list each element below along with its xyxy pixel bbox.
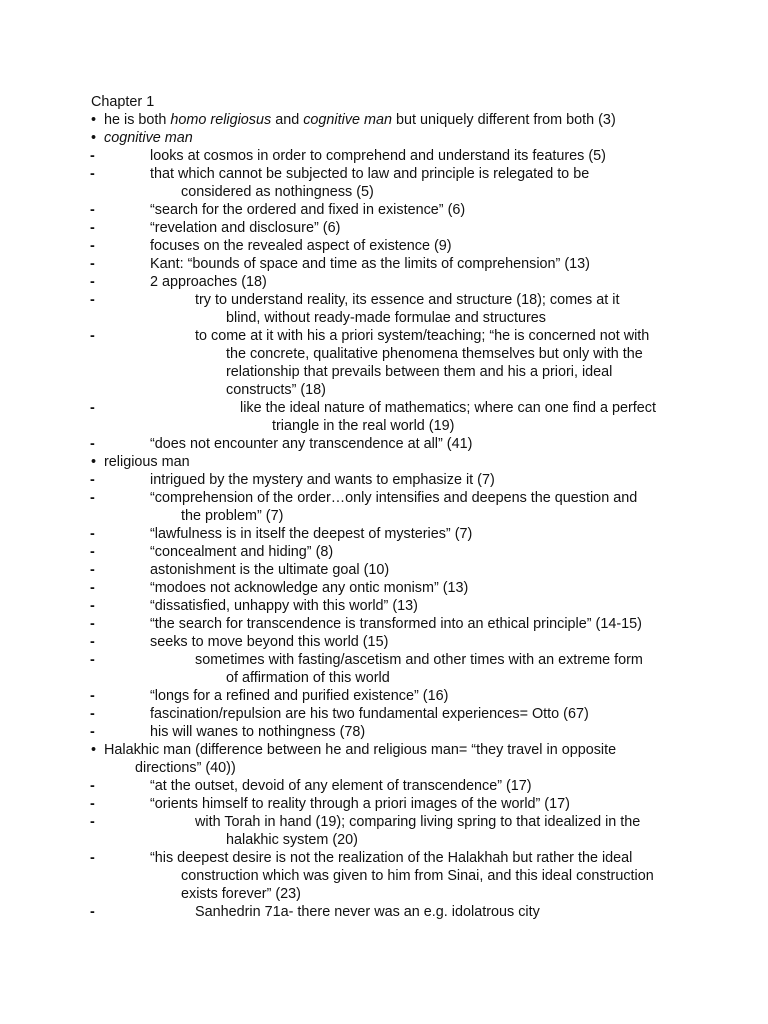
dash-marker: - [90, 148, 95, 164]
note-line [104, 453, 190, 471]
note-line [150, 633, 388, 651]
note-text: “revelation and disclosure” (6) [150, 220, 341, 236]
dash-marker: - [90, 598, 95, 614]
dash-marker: - [90, 796, 95, 812]
dash-marker: - [90, 544, 95, 560]
note-text: Kant: “bounds of space and time as the limits of comprehension” (13) [150, 256, 590, 272]
dash-marker: - [90, 490, 95, 506]
note-line [226, 363, 612, 381]
note-text: to come at it with his a priori system/teaching; “he is concerned not with [195, 328, 650, 344]
note-line [181, 885, 301, 903]
note-line [240, 399, 656, 417]
note-line [150, 219, 340, 237]
dash-marker: - [90, 562, 95, 578]
note-text: considered as nothingness (5) [181, 184, 374, 200]
note-text: “does not encounter any transcendence at all” (41) [150, 436, 473, 452]
note-line [104, 111, 616, 129]
note-line [104, 741, 616, 759]
note-line [150, 471, 495, 489]
dash-marker: - [90, 580, 95, 596]
dash-marker: - [90, 328, 95, 344]
note-text: astonishment is the ultimate goal (10) [150, 562, 390, 578]
note-text: triangle in the real world (19) [272, 418, 455, 434]
note-text: with Torah in hand (19); comparing living spring to that idealized in the [195, 814, 641, 830]
note-line [150, 615, 642, 633]
italic-term: homo religiosus [170, 112, 272, 128]
note-text: try to understand reality, its essence and structure (18); comes at it [195, 292, 620, 308]
bullet-marker: • [91, 112, 97, 128]
note-line [150, 435, 472, 453]
note-line [150, 561, 389, 579]
note-text: “at the outset, devoid of any element of transcendence” (17) [150, 778, 532, 794]
note-text: halakhic system (20) [226, 832, 358, 848]
note-text: like the ideal nature of mathematics; where can one find a perfect [240, 400, 656, 416]
note-text: exists forever” (23) [181, 886, 301, 902]
dash-marker: - [90, 256, 95, 272]
note-line [195, 903, 540, 921]
note-text: looks at cosmos in order to comprehend and understand its features (5) [150, 148, 606, 164]
note-text: “longs for a refined and purified existence” (16) [150, 688, 449, 704]
bullet-marker: • [91, 742, 97, 758]
dash-marker: - [90, 634, 95, 650]
dash-marker: - [90, 220, 95, 236]
note-text: 2 approaches (18) [150, 274, 267, 290]
note-line [195, 327, 649, 345]
note-text: “the search for transcendence is transformed into an ethical principle” (14-15) [150, 616, 642, 632]
note-text: blind, without ready-made formulae and structures [226, 310, 546, 326]
note-line [150, 489, 637, 507]
dash-marker: - [90, 526, 95, 542]
dash-marker: - [90, 616, 95, 632]
note-text: “concealment and hiding” (8) [150, 544, 334, 560]
note-text: “comprehension of the order…only intensifies and deepens the question and [150, 490, 638, 506]
note-text: Halakhic man (difference between he and religious man= “they travel in opposite [104, 742, 617, 758]
note-line [195, 291, 619, 309]
note-line [150, 777, 532, 795]
dash-marker: - [90, 706, 95, 722]
note-line [272, 417, 454, 435]
note-text: of affirmation of this world [226, 670, 390, 686]
note-text: seeks to move beyond this world (15) [150, 634, 389, 650]
note-line [150, 255, 590, 273]
note-line [150, 579, 468, 597]
note-line [150, 543, 333, 561]
note-text: fascination/repulsion are his two fundamental experiences= Otto (67) [150, 706, 589, 722]
note-line [150, 687, 448, 705]
note-text: “dissatisfied, unhappy with this world” (13) [150, 598, 418, 614]
note-text: directions” (40)) [135, 760, 236, 776]
note-text: construction which was given to him from Sinai, and this ideal construction [181, 868, 654, 884]
note-text: relationship that prevails between them and his a priori, ideal [226, 364, 613, 380]
note-line [150, 147, 606, 165]
chapter-title: Chapter 1 [91, 94, 155, 110]
note-line [226, 831, 358, 849]
dash-marker: - [90, 850, 95, 866]
note-text: his will wanes to nothingness (78) [150, 724, 366, 740]
note-line [150, 165, 589, 183]
bullet-marker: • [91, 454, 97, 470]
note-line [150, 723, 365, 741]
dash-marker: - [90, 400, 95, 416]
dash-marker: - [90, 724, 95, 740]
note-line [226, 345, 643, 363]
dash-marker: - [90, 688, 95, 704]
note-text: “orients himself to reality through a priori images of the world” (17) [150, 796, 570, 812]
dash-marker: - [90, 436, 95, 452]
dash-marker: - [90, 292, 95, 308]
note-line [150, 597, 418, 615]
note-line [195, 813, 640, 831]
note-text: that which cannot be subjected to law and principle is relegated to be [150, 166, 590, 182]
note-line [150, 237, 452, 255]
note-line [150, 525, 472, 543]
italic-term: cognitive man [104, 130, 193, 146]
note-text: sometimes with fasting/ascetism and other times with an extreme form [195, 652, 643, 668]
note-line [226, 381, 326, 399]
note-text: the problem” (7) [181, 508, 284, 524]
note-line [181, 867, 654, 885]
note-text: intrigued by the mystery and wants to emphasize it (7) [150, 472, 495, 488]
dash-marker: - [90, 814, 95, 830]
note-text: the concrete, qualitative phenomena themselves but only with the [226, 346, 643, 362]
note-text: Sanhedrin 71a- there never was an e.g. idolatrous city [195, 904, 540, 920]
note-line [150, 795, 570, 813]
note-line [181, 183, 374, 201]
note-line [226, 309, 546, 327]
note-line [150, 201, 465, 219]
note-line [226, 669, 390, 687]
italic-term: cognitive man [303, 112, 393, 128]
bullet-marker: • [91, 130, 97, 146]
dash-marker: - [90, 778, 95, 794]
note-text: and [271, 112, 304, 128]
note-text: constructs” (18) [226, 382, 326, 398]
note-text: focuses on the revealed aspect of existence (9) [150, 238, 452, 254]
note-line [181, 507, 283, 525]
dash-marker: - [90, 904, 95, 920]
note-text: religious man [104, 454, 190, 470]
dash-marker: - [90, 652, 95, 668]
dash-marker: - [90, 238, 95, 254]
dash-marker: - [90, 166, 95, 182]
note-line [135, 759, 236, 777]
note-line [150, 849, 632, 867]
note-text: “his deepest desire is not the realization of the Halakhah but rather the ideal [150, 850, 633, 866]
dash-marker: - [90, 274, 95, 290]
note-text: “modoes not acknowledge any ontic monism” (13) [150, 580, 469, 596]
note-line [104, 129, 193, 147]
note-text: but uniquely different from both (3) [392, 112, 616, 128]
note-text: he is both [104, 112, 171, 128]
note-text: “lawfulness is in itself the deepest of mysteries” (7) [150, 526, 473, 542]
dash-marker: - [90, 472, 95, 488]
note-line [150, 273, 267, 291]
dash-marker: - [90, 202, 95, 218]
note-line [150, 705, 589, 723]
note-line [195, 651, 643, 669]
note-text: “search for the ordered and fixed in existence” (6) [150, 202, 466, 218]
